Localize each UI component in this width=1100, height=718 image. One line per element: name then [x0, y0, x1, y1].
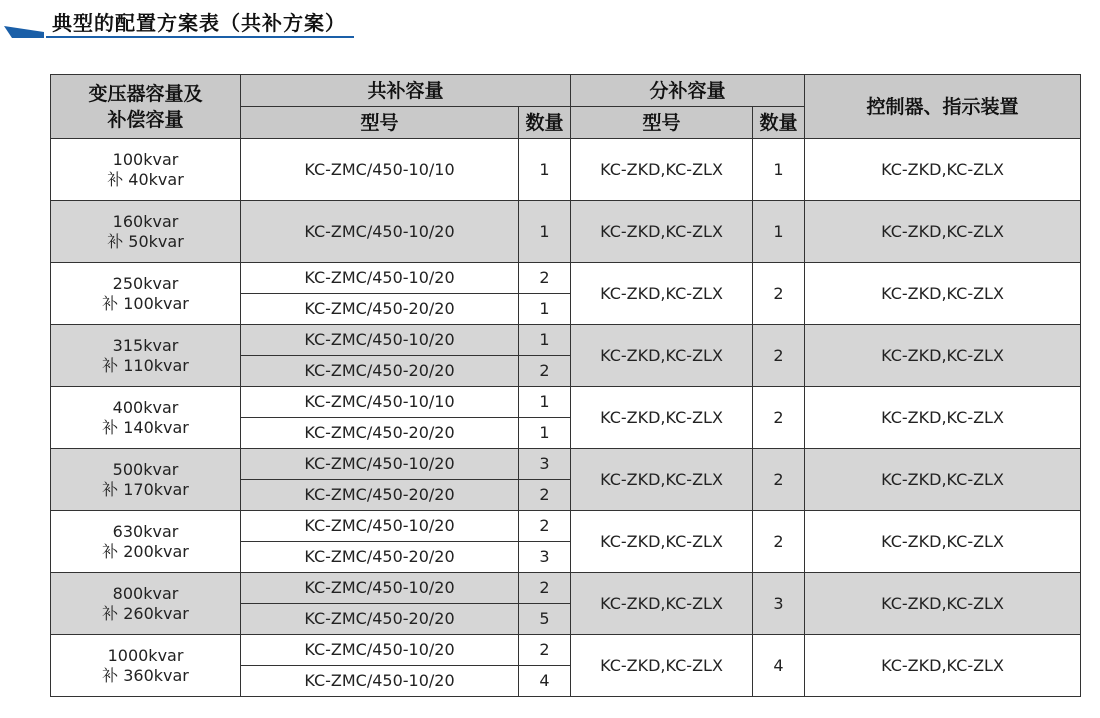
common-qty-cell: 4: [519, 666, 571, 697]
title-bar: [0, 0, 1100, 50]
split-model-cell: KC-ZKD,KC-ZLX: [571, 387, 753, 449]
split-model-cell: KC-ZKD,KC-ZLX: [571, 511, 753, 573]
compensation-value: 补 260kvar: [102, 603, 189, 623]
common-model-cell: KC-ZMC/450-20/20: [241, 356, 519, 387]
capacity-cell: [51, 449, 241, 511]
capacity-value: 1000kvar: [107, 645, 184, 665]
common-model-cell: KC-ZMC/450-10/20: [241, 325, 519, 356]
controller-cell: KC-ZKD,KC-ZLX: [805, 201, 1081, 263]
common-model-cell: KC-ZMC/450-10/20: [241, 573, 519, 604]
compensation-value: 补 50kvar: [107, 231, 184, 251]
table-row: [51, 139, 1081, 201]
table-row: [51, 573, 1081, 604]
compensation-value: 补 140kvar: [102, 417, 189, 437]
split-qty-cell: 3: [753, 573, 805, 635]
header-transformer: [51, 75, 241, 139]
split-qty-cell: 4: [753, 635, 805, 697]
common-model-cell: KC-ZMC/450-20/20: [241, 294, 519, 325]
table-row: [51, 201, 1081, 263]
common-model-cell: KC-ZMC/450-10/20: [241, 449, 519, 480]
split-qty-cell: 2: [753, 325, 805, 387]
common-model-cell: KC-ZMC/450-10/20: [241, 201, 519, 263]
split-qty-cell: 1: [753, 139, 805, 201]
split-model-cell: KC-ZKD,KC-ZLX: [571, 139, 753, 201]
header-common: 共补容量: [241, 75, 571, 107]
controller-cell: KC-ZKD,KC-ZLX: [805, 511, 1081, 573]
compensation-value: 补 200kvar: [102, 541, 189, 561]
common-model-cell: KC-ZMC/450-20/20: [241, 480, 519, 511]
common-qty-cell: 2: [519, 511, 571, 542]
common-model-cell: KC-ZMC/450-20/20: [241, 542, 519, 573]
split-qty-cell: 2: [753, 387, 805, 449]
header-common-model: 型号: [241, 107, 519, 139]
common-qty-cell: 1: [519, 201, 571, 263]
common-qty-cell: 2: [519, 356, 571, 387]
capacity-cell: [51, 139, 241, 201]
common-model-cell: KC-ZMC/450-10/20: [241, 635, 519, 666]
header-row-1: [51, 75, 1081, 107]
capacity-value: 250kvar: [112, 273, 179, 293]
split-model-cell: KC-ZKD,KC-ZLX: [571, 263, 753, 325]
table-row: [51, 449, 1081, 480]
controller-cell: KC-ZKD,KC-ZLX: [805, 139, 1081, 201]
common-model-cell: KC-ZMC/450-10/10: [241, 387, 519, 418]
split-model-cell: KC-ZKD,KC-ZLX: [571, 325, 753, 387]
split-qty-cell: 1: [753, 201, 805, 263]
capacity-value: 630kvar: [112, 521, 179, 541]
capacity-value: 400kvar: [112, 397, 179, 417]
controller-cell: KC-ZKD,KC-ZLX: [805, 449, 1081, 511]
capacity-cell: [51, 325, 241, 387]
split-model-cell: KC-ZKD,KC-ZLX: [571, 573, 753, 635]
split-model-cell: KC-ZKD,KC-ZLX: [571, 635, 753, 697]
common-qty-cell: 2: [519, 573, 571, 604]
table-row: [51, 263, 1081, 294]
capacity-value: 800kvar: [112, 583, 179, 603]
header-split: 分补容量: [571, 75, 805, 107]
common-qty-cell: 1: [519, 418, 571, 449]
capacity-cell: [51, 201, 241, 263]
title-underline: [46, 36, 354, 38]
capacity-cell: [51, 635, 241, 697]
header-split-model: 型号: [571, 107, 753, 139]
common-qty-cell: 2: [519, 480, 571, 511]
compensation-value: 补 40kvar: [107, 169, 184, 189]
capacity-value: 315kvar: [112, 335, 179, 355]
page-title: 典型的配置方案表（共补方案）: [52, 11, 346, 35]
common-qty-cell: 2: [519, 263, 571, 294]
split-qty-cell: 2: [753, 511, 805, 573]
controller-cell: KC-ZKD,KC-ZLX: [805, 263, 1081, 325]
config-table: [50, 74, 1081, 697]
split-qty-cell: 2: [753, 263, 805, 325]
header-transformer-line1: 变压器容量及: [88, 82, 203, 105]
header-split-qty: 数量: [753, 107, 805, 139]
table-row: [51, 635, 1081, 666]
common-qty-cell: 2: [519, 635, 571, 666]
compensation-value: 补 360kvar: [102, 665, 189, 685]
table-row: [51, 325, 1081, 356]
common-qty-cell: 1: [519, 294, 571, 325]
capacity-cell: [51, 263, 241, 325]
capacity-value: 500kvar: [112, 459, 179, 479]
split-model-cell: KC-ZKD,KC-ZLX: [571, 201, 753, 263]
common-model-cell: KC-ZMC/450-10/20: [241, 511, 519, 542]
common-qty-cell: 3: [519, 449, 571, 480]
split-qty-cell: 2: [753, 449, 805, 511]
capacity-value: 160kvar: [112, 211, 179, 231]
table-row: [51, 511, 1081, 542]
common-model-cell: KC-ZMC/450-10/20: [241, 666, 519, 697]
common-model-cell: KC-ZMC/450-10/20: [241, 263, 519, 294]
title-swoosh-icon: [4, 26, 44, 38]
controller-cell: KC-ZKD,KC-ZLX: [805, 635, 1081, 697]
split-model-cell: KC-ZKD,KC-ZLX: [571, 449, 753, 511]
common-qty-cell: 5: [519, 604, 571, 635]
capacity-value: 100kvar: [112, 149, 179, 169]
header-transformer-line2: 补偿容量: [107, 108, 184, 131]
capacity-cell: [51, 387, 241, 449]
controller-cell: KC-ZKD,KC-ZLX: [805, 387, 1081, 449]
common-qty-cell: 1: [519, 139, 571, 201]
common-qty-cell: 1: [519, 325, 571, 356]
table-row: [51, 387, 1081, 418]
controller-cell: KC-ZKD,KC-ZLX: [805, 325, 1081, 387]
compensation-value: 补 110kvar: [102, 355, 189, 375]
capacity-cell: [51, 511, 241, 573]
common-qty-cell: 3: [519, 542, 571, 573]
capacity-cell: [51, 573, 241, 635]
common-qty-cell: 1: [519, 387, 571, 418]
compensation-value: 补 100kvar: [102, 293, 189, 313]
common-model-cell: KC-ZMC/450-20/20: [241, 418, 519, 449]
common-model-cell: KC-ZMC/450-20/20: [241, 604, 519, 635]
compensation-value: 补 170kvar: [102, 479, 189, 499]
header-common-qty: 数量: [519, 107, 571, 139]
header-controller: 控制器、指示装置: [805, 75, 1081, 139]
controller-cell: KC-ZKD,KC-ZLX: [805, 573, 1081, 635]
common-model-cell: KC-ZMC/450-10/10: [241, 139, 519, 201]
